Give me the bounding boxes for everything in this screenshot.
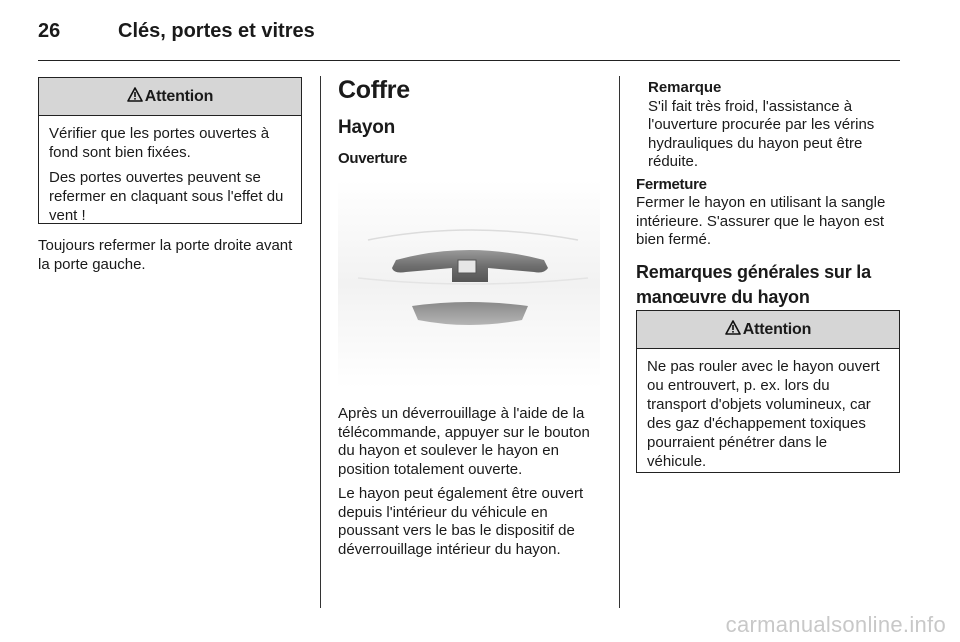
subheading-hayon: Hayon (338, 117, 396, 138)
page-header (38, 20, 900, 62)
paragraph: Après un déverrouillage à l'aide de la télécommande, appuyer sur le bouton du hayon et soulever le hayon en position totalement ouverte. (338, 405, 590, 478)
warning-title: Attention (144, 87, 214, 105)
column-divider-2 (619, 76, 620, 608)
section-heading-coffre: Coffre (338, 76, 410, 104)
remark-title: Remarque (648, 79, 722, 96)
paragraph: Toujours refermer la porte droite avant la porte gauche. (38, 237, 293, 273)
body-text-doors (38, 237, 293, 280)
chapter-title: Clés, portes et vitres (118, 20, 315, 42)
subheading-general-remarks (636, 260, 904, 310)
paragraph: Le hayon peut également être ouvert depuis l'intérieur du véhicule en poussant vers le bas le dispositif de déverrouillage intérieur du hayon. (338, 485, 584, 558)
warning-body (39, 116, 301, 237)
warning-title: Attention (742, 320, 812, 338)
warning-box-doors (38, 77, 302, 224)
subsubheading-fermeture: Fermeture (636, 176, 707, 193)
warning-paragraph: Vérifier que les portes ouvertes à fond sont bien fixées. (49, 125, 270, 161)
warning-triangle-icon (127, 87, 143, 107)
warning-header (637, 311, 899, 349)
body-text-opening (338, 405, 606, 565)
header-rule (38, 60, 900, 61)
warning-box-tailgate (636, 310, 900, 473)
heading-line: Remarques générales sur la (636, 262, 871, 282)
heading-line: manœuvre du hayon (636, 287, 810, 307)
warning-header (39, 78, 301, 116)
warning-triangle-icon (725, 320, 741, 340)
warning-paragraph: Ne pas rouler avec le hayon ouvert ou entrouvert, p. ex. lors du transport d'objets volumineux, car des gaz d'échappement toxiques pourraient pénétrer dans le véhicule. (647, 358, 880, 470)
column-divider-1 (320, 76, 321, 608)
warning-paragraph: Des portes ouvertes peuvent se refermer en claquant sous l'effet du vent ! (49, 169, 284, 224)
paragraph: Fermer le hayon en utilisant la sangle intérieure. S'assurer que le hayon est bien fermé. (636, 194, 886, 248)
watermark: carmanualsonline.info (725, 612, 946, 637)
subsubheading-ouverture: Ouverture (338, 150, 407, 167)
remark-block (648, 79, 902, 178)
remark-text: S'il fait très froid, l'assistance à l'ouverture procurée par les vérins hydrauliques du hayon peut être réduite. (648, 97, 875, 170)
page-number: 26 (38, 20, 61, 42)
warning-body (637, 349, 899, 483)
body-text-closing (636, 194, 904, 256)
tailgate-handle-illustration (338, 180, 600, 388)
